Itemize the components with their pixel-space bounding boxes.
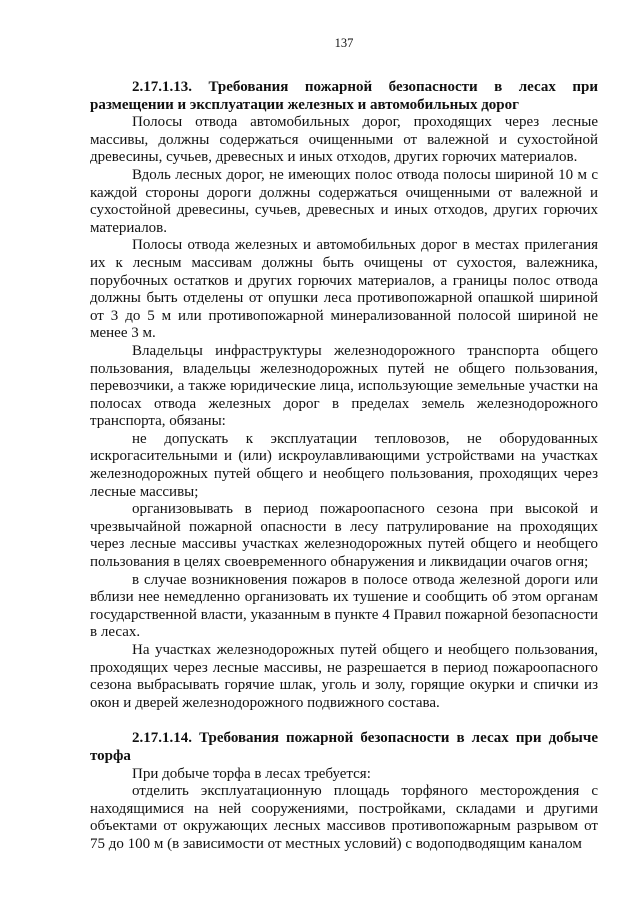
paragraph: не допускать к эксплуатации тепловозов, не оборудованных искрогасительными и (или) искроулавливающими устройствами на участках железнодорожных путей общего и необщего пользования, проходящих через лесные массивы; [90, 430, 598, 500]
page-number: 137 [334, 36, 354, 50]
paragraph: Вдоль лесных дорог, не имеющих полос отвода полосы шириной 10 м с каждой стороны дороги должны содержаться очищенными от валежной и сухостойной древесины, сучьев, древесных и иных отходов, других горючих материалов. [90, 166, 598, 236]
section-spacer [90, 712, 598, 730]
paragraph: Полосы отвода железных и автомобильных дорог в местах прилегания их к лесным массивам должны быть очищены от сухостоя, валежника, порубочных остатков и других горючих материалов, а границы полос отвода должны быть отделены от опушки леса противопожарной опашкой шириной от 3 до 5 м или противопожарной минерализованной полосой шириной не менее 3 м. [90, 237, 598, 342]
paragraph: организовывать в период пожароопасного сезона при высокой и чрезвычайной пожарной опасности в лесу патрулирование на проходящих через лесные массивы участках железнодорожных путей общего и необщего пользования в целях своевременного обнаружения и ликвидации очагов огня; [90, 501, 598, 571]
section-heading: 2.17.1.13. Требования пожарной безопасности в лесах при размещении и эксплуатации железных и автомобильных дорог [90, 79, 598, 113]
paragraph: отделить эксплуатационную площадь торфяного месторождения с находящимися на ней сооружениями, постройками, складами и другими объектами от окружающих лесных массивов противопожарным разрывом от 75 до 100 м (в зависимости от местных условий) с водоподводящим каналом [90, 783, 598, 852]
paragraph: Владельцы инфраструктуры железнодорожного транспорта общего пользования, владельцы железнодорожных путей не общего пользования, перевозчики, а также юридические лица, использующие земельные участки на полосах отвода железных дорог в пределах земель железнодорожного транспорта, обязаны: [90, 342, 598, 430]
paragraph: На участках железнодорожных путей общего и необщего пользования, проходящих через лесные массивы, не разрешается в период пожароопасного сезона выбрасывать горячие шлак, уголь и золу, горящие окурки и спички из окон и дверей железнодорожного подвижного состава. [90, 642, 598, 711]
section-heading: 2.17.1.14. Требования пожарной безопасности в лесах при добыче торфа [90, 730, 598, 764]
section-2-17-1-13 [90, 79, 598, 712]
paragraph: Полосы отвода автомобильных дорог, проходящих через лесные массивы, должны содержаться очищенными от валежной и сухостойной древесины, сучьев, древесных и иных отходов, других горючих материалов. [90, 114, 598, 166]
paragraph: в случае возникновения пожаров в полосе отвода железной дороги или вблизи нее немедленно организовать их тушение и сообщить об этом органам государственной власти, указанным в пункте 4 Правил пожарной безопасности в лесах. [90, 571, 598, 641]
section-2-17-1-14 [90, 730, 598, 853]
paragraph: При добыче торфа в лесах требуется: [132, 765, 371, 782]
